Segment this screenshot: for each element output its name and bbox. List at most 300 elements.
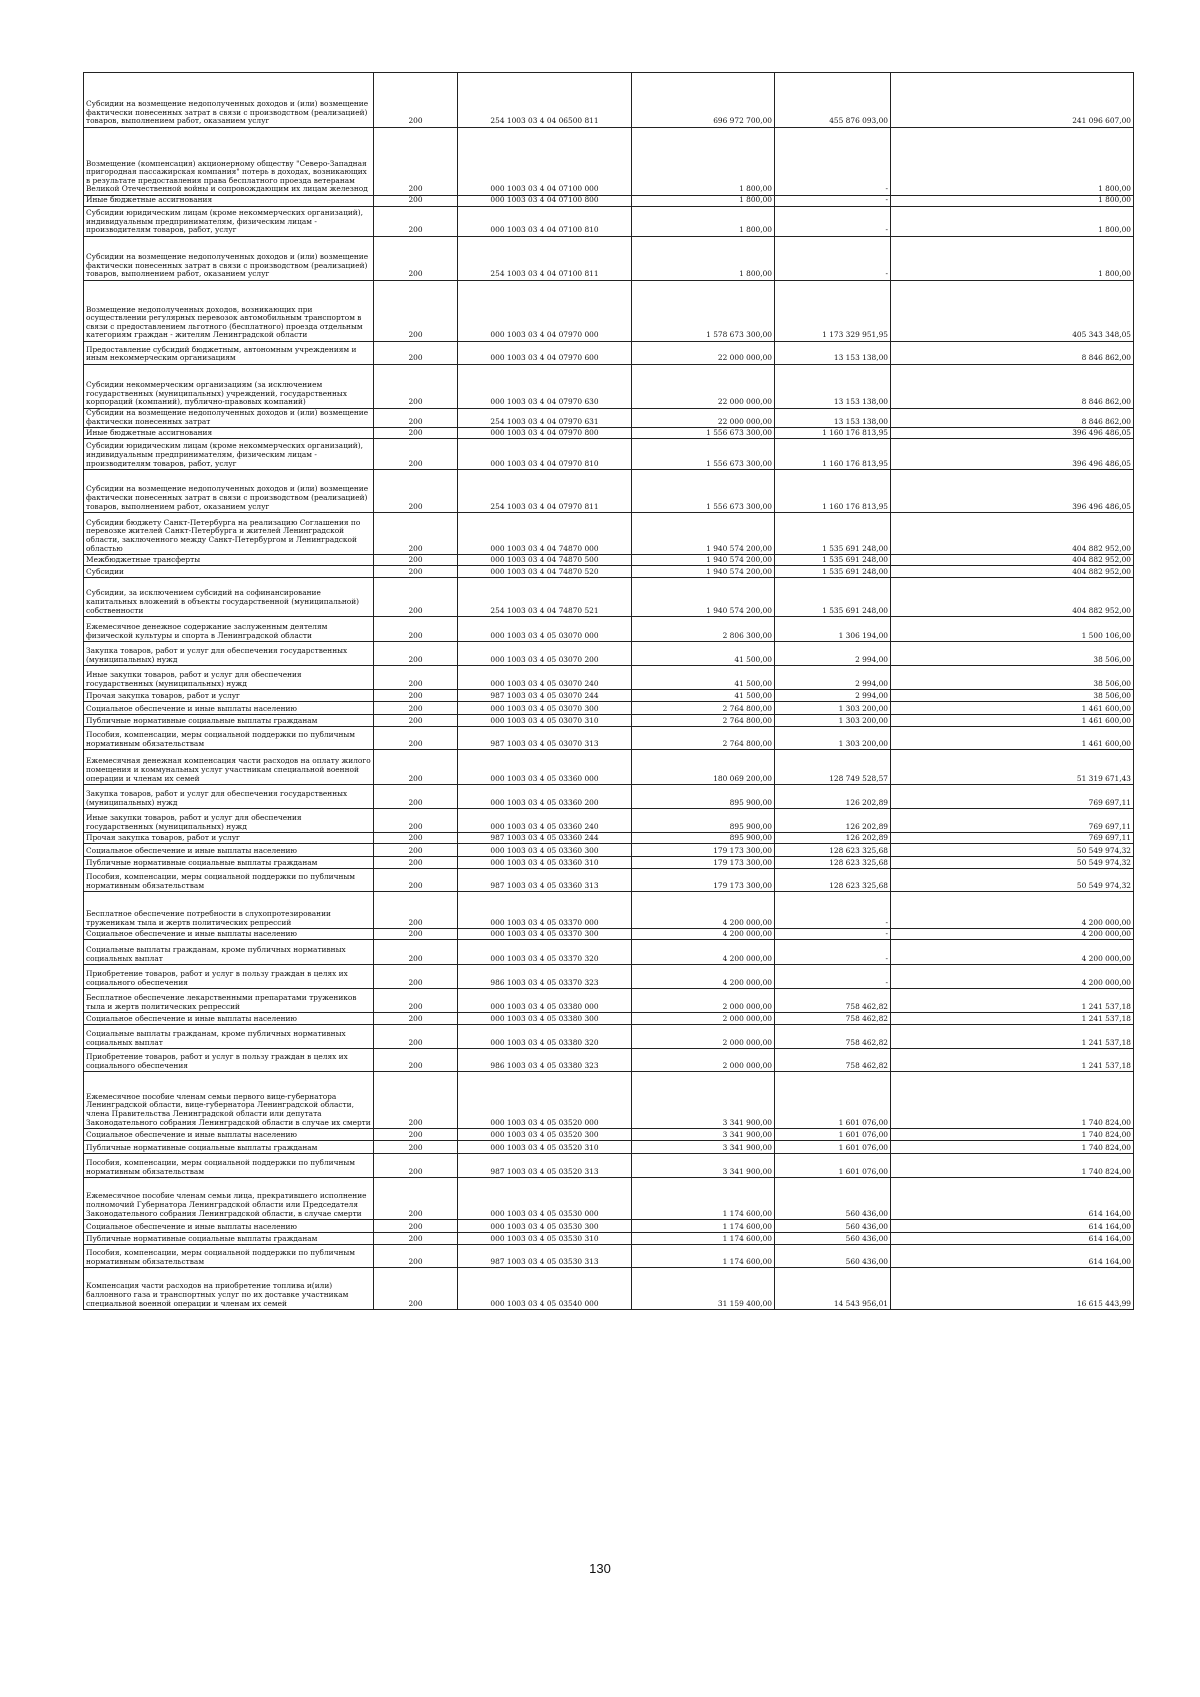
approved-amount-cell: 4 200 000,00 [632, 892, 775, 929]
budget-code-cell: 000 1003 03 4 05 03520 000 [458, 1072, 632, 1129]
table-row [84, 365, 1134, 409]
approved-amount-cell: 179 173 300,00 [632, 857, 775, 869]
item-name-cell: Пособия, компенсации, меры социальной поддержки по публичным нормативным обязательствам [84, 869, 374, 892]
item-name-cell: Субсидии на возмещение недополученных доходов и (или) возмещение фактически понесенных затрат [84, 409, 374, 428]
line-code-cell: 200 [374, 690, 458, 702]
item-name-cell: Социальное обеспечение и иные выплаты населению [84, 1220, 374, 1233]
line-code-cell: 200 [374, 513, 458, 555]
line-code-cell: 200 [374, 833, 458, 844]
unexecuted-amount-cell: 405 343 348,05 [891, 281, 1134, 342]
line-code-cell: 200 [374, 439, 458, 470]
item-name-cell: Бесплатное обеспечение потребности в слухопротезировании труженикам тыла и жертв политических репрессий [84, 892, 374, 929]
budget-code-cell: 000 1003 03 4 05 03540 000 [458, 1268, 632, 1310]
item-name-cell: Предоставление субсидий бюджетным, автономным учреждениям и иным некоммерческим организациям [84, 342, 374, 365]
approved-amount-cell: 1 800,00 [632, 196, 775, 207]
line-code-cell: 200 [374, 809, 458, 833]
budget-code-cell: 000 1003 03 4 04 74870 500 [458, 555, 632, 566]
budget-code-cell: 986 1003 03 4 05 03380 323 [458, 1049, 632, 1072]
line-code-cell: 200 [374, 715, 458, 727]
item-name-cell: Субсидии бюджету Санкт-Петербурга на реализацию Соглашения по перевозке жителей Санкт-Петербурга и жителей Ленинградской области, заключенного между Санкт-Петербургом и Ленинградской областью [84, 513, 374, 555]
budget-code-cell: 254 1003 03 4 04 06500 811 [458, 73, 632, 128]
unexecuted-amount-cell: 1 241 537,18 [891, 1013, 1134, 1025]
item-name-cell: Пособия, компенсации, меры социальной поддержки по публичным нормативным обязательствам [84, 1245, 374, 1268]
executed-amount-cell: 560 436,00 [775, 1245, 891, 1268]
unexecuted-amount-cell: 8 846 862,00 [891, 409, 1134, 428]
approved-amount-cell: 1 940 574 200,00 [632, 578, 775, 617]
unexecuted-amount-cell: 1 800,00 [891, 207, 1134, 237]
budget-code-cell: 000 1003 03 4 05 03360 000 [458, 750, 632, 785]
item-name-cell: Пособия, компенсации, меры социальной поддержки по публичным нормативным обязательствам [84, 727, 374, 750]
approved-amount-cell: 1 174 600,00 [632, 1178, 775, 1220]
table-row [84, 237, 1134, 281]
table-row [84, 869, 1134, 892]
executed-amount-cell: 14 543 956,01 [775, 1268, 891, 1310]
approved-amount-cell: 41 500,00 [632, 666, 775, 690]
approved-amount-cell: 4 200 000,00 [632, 965, 775, 989]
table-row [84, 128, 1134, 196]
approved-amount-cell: 1 800,00 [632, 207, 775, 237]
table-row [84, 750, 1134, 785]
approved-amount-cell: 1 556 673 300,00 [632, 439, 775, 470]
table-row [84, 702, 1134, 715]
approved-amount-cell: 696 972 700,00 [632, 73, 775, 128]
approved-amount-cell: 4 200 000,00 [632, 929, 775, 940]
approved-amount-cell: 22 000 000,00 [632, 365, 775, 409]
item-name-cell: Возмещение (компенсация) акционерному обществу "Северо-Западная пригородная пассажирская компания" потерь в доходах, возникающих в результате предоставления права бесплатного проезда ветеранам Великой Отечественной войны и сопровождающим их лицам железнод [84, 128, 374, 196]
table-row [84, 929, 1134, 940]
budget-code-cell: 000 1003 03 4 05 03370 000 [458, 892, 632, 929]
table-row [84, 73, 1134, 128]
unexecuted-amount-cell: 1 461 600,00 [891, 727, 1134, 750]
line-code-cell: 200 [374, 666, 458, 690]
unexecuted-amount-cell: 404 882 952,00 [891, 555, 1134, 566]
budget-code-cell: 000 1003 03 4 05 03520 310 [458, 1141, 632, 1154]
unexecuted-amount-cell: 4 200 000,00 [891, 965, 1134, 989]
item-name-cell: Субсидии на возмещение недополученных доходов и (или) возмещение фактически понесенных затрат в связи с производством (реализацией) товаров, выполнением работ, оказанием услуг [84, 73, 374, 128]
table-row [84, 690, 1134, 702]
approved-amount-cell: 1 174 600,00 [632, 1245, 775, 1268]
approved-amount-cell: 2 764 800,00 [632, 715, 775, 727]
budget-code-cell: 000 1003 03 4 04 74870 000 [458, 513, 632, 555]
approved-amount-cell: 1 800,00 [632, 237, 775, 281]
line-code-cell: 200 [374, 929, 458, 940]
table-row [84, 1220, 1134, 1233]
line-code-cell: 200 [374, 1233, 458, 1245]
table-row [84, 1049, 1134, 1072]
table-row [84, 785, 1134, 809]
executed-amount-cell: 758 462,82 [775, 1049, 891, 1072]
approved-amount-cell: 1 174 600,00 [632, 1233, 775, 1245]
budget-code-cell: 000 1003 03 4 04 07970 630 [458, 365, 632, 409]
approved-amount-cell: 41 500,00 [632, 642, 775, 666]
table-row [84, 989, 1134, 1013]
unexecuted-amount-cell: 404 882 952,00 [891, 513, 1134, 555]
item-name-cell: Публичные нормативные социальные выплаты гражданам [84, 1141, 374, 1154]
table-row [84, 555, 1134, 566]
unexecuted-amount-cell: 4 200 000,00 [891, 892, 1134, 929]
item-name-cell: Субсидии юридическим лицам (кроме некоммерческих организаций), индивидуальным предпринимателям, физическим лицам - производителям товаров, работ, услуг [84, 207, 374, 237]
line-code-cell: 200 [374, 1072, 458, 1129]
approved-amount-cell: 3 341 900,00 [632, 1072, 775, 1129]
budget-code-cell: 000 1003 03 4 05 03520 300 [458, 1129, 632, 1141]
budget-code-cell: 000 1003 03 4 05 03360 310 [458, 857, 632, 869]
budget-code-cell: 000 1003 03 4 05 03360 300 [458, 844, 632, 857]
table-row [84, 196, 1134, 207]
approved-amount-cell: 2 764 800,00 [632, 727, 775, 750]
unexecuted-amount-cell: 50 549 974,32 [891, 844, 1134, 857]
executed-amount-cell: 1 601 076,00 [775, 1072, 891, 1129]
budget-code-cell: 000 1003 03 4 05 03360 200 [458, 785, 632, 809]
item-name-cell: Приобретение товаров, работ и услуг в пользу граждан в целях их социального обеспечения [84, 1049, 374, 1072]
executed-amount-cell: 1 303 200,00 [775, 702, 891, 715]
budget-code-cell: 000 1003 03 4 05 03380 320 [458, 1025, 632, 1049]
budget-code-cell: 000 1003 03 4 04 07970 800 [458, 428, 632, 439]
line-code-cell: 200 [374, 617, 458, 642]
approved-amount-cell: 1 174 600,00 [632, 1220, 775, 1233]
item-name-cell: Приобретение товаров, работ и услуг в пользу граждан в целях их социального обеспечения [84, 965, 374, 989]
executed-amount-cell: 455 876 093,00 [775, 73, 891, 128]
executed-amount-cell: 13 153 138,00 [775, 365, 891, 409]
budget-code-cell: 986 1003 03 4 05 03370 323 [458, 965, 632, 989]
table-row [84, 715, 1134, 727]
item-name-cell: Ежемесячное пособие членам семьи лица, прекратившего исполнение полномочий Губернатора Ленинградской области или Председателя Законодательного собрания Ленинградской области, в случае смерти [84, 1178, 374, 1220]
executed-amount-cell: 13 153 138,00 [775, 409, 891, 428]
table-row [84, 1025, 1134, 1049]
table-row [84, 281, 1134, 342]
unexecuted-amount-cell: 241 096 607,00 [891, 73, 1134, 128]
table-row [84, 342, 1134, 365]
unexecuted-amount-cell: 1 740 824,00 [891, 1129, 1134, 1141]
line-code-cell: 200 [374, 940, 458, 965]
executed-amount-cell: 1 173 329 951,95 [775, 281, 891, 342]
unexecuted-amount-cell: 404 882 952,00 [891, 578, 1134, 617]
line-code-cell: 200 [374, 1154, 458, 1178]
executed-amount-cell: 128 749 528,57 [775, 750, 891, 785]
approved-amount-cell: 3 341 900,00 [632, 1141, 775, 1154]
executed-amount-cell: - [775, 940, 891, 965]
line-code-cell: 200 [374, 342, 458, 365]
item-name-cell: Бесплатное обеспечение лекарственными препаратами тружеников тыла и жертв политических репрессий [84, 989, 374, 1013]
item-name-cell: Закупка товаров, работ и услуг для обеспечения государственных (муниципальных) нужд [84, 642, 374, 666]
line-code-cell: 200 [374, 1141, 458, 1154]
budget-code-cell: 254 1003 03 4 04 07970 811 [458, 470, 632, 513]
executed-amount-cell: 126 202,89 [775, 833, 891, 844]
budget-code-cell: 000 1003 03 4 05 03360 240 [458, 809, 632, 833]
executed-amount-cell: - [775, 196, 891, 207]
table-row [84, 1154, 1134, 1178]
approved-amount-cell: 22 000 000,00 [632, 409, 775, 428]
executed-amount-cell: 1 601 076,00 [775, 1141, 891, 1154]
unexecuted-amount-cell: 50 549 974,32 [891, 869, 1134, 892]
budget-table [83, 72, 1134, 1310]
approved-amount-cell: 3 341 900,00 [632, 1154, 775, 1178]
table-row [84, 833, 1134, 844]
unexecuted-amount-cell: 1 461 600,00 [891, 702, 1134, 715]
table-row [84, 1268, 1134, 1310]
table-row [84, 207, 1134, 237]
unexecuted-amount-cell: 1 241 537,18 [891, 1025, 1134, 1049]
line-code-cell: 200 [374, 1049, 458, 1072]
table-row [84, 428, 1134, 439]
table-row [84, 965, 1134, 989]
unexecuted-amount-cell: 1 800,00 [891, 196, 1134, 207]
unexecuted-amount-cell: 16 615 443,99 [891, 1268, 1134, 1310]
line-code-cell: 200 [374, 409, 458, 428]
executed-amount-cell: 13 153 138,00 [775, 342, 891, 365]
table-row [84, 409, 1134, 428]
line-code-cell: 200 [374, 785, 458, 809]
budget-code-cell: 000 1003 03 4 05 03370 300 [458, 929, 632, 940]
line-code-cell: 200 [374, 965, 458, 989]
budget-code-cell: 000 1003 03 4 05 03070 200 [458, 642, 632, 666]
budget-code-cell: 000 1003 03 4 04 74870 520 [458, 566, 632, 578]
table-row [84, 1178, 1134, 1220]
item-name-cell: Публичные нормативные социальные выплаты гражданам [84, 715, 374, 727]
unexecuted-amount-cell: 1 241 537,18 [891, 989, 1134, 1013]
item-name-cell: Социальное обеспечение и иные выплаты населению [84, 844, 374, 857]
budget-code-cell: 254 1003 03 4 04 07970 631 [458, 409, 632, 428]
line-code-cell: 200 [374, 1268, 458, 1310]
unexecuted-amount-cell: 51 319 671,43 [891, 750, 1134, 785]
approved-amount-cell: 1 940 574 200,00 [632, 566, 775, 578]
item-name-cell: Социальное обеспечение и иные выплаты населению [84, 702, 374, 715]
item-name-cell: Субсидии [84, 566, 374, 578]
line-code-cell: 200 [374, 642, 458, 666]
item-name-cell: Субсидии некоммерческим организациям (за исключением государственных (муниципальных) учреждений, государственных корпораций (компаний), публично-правовых компаний) [84, 365, 374, 409]
budget-code-cell: 000 1003 03 4 05 03530 000 [458, 1178, 632, 1220]
executed-amount-cell: 1 535 691 248,00 [775, 513, 891, 555]
item-name-cell: Ежемесячное пособие членам семьи первого вице-губернатора Ленинградской области, вице-губернатора Ленинградской области, члена Правительства Ленинградской области или депутата Законодательного собрания Ленинградской области в случае их смерти [84, 1072, 374, 1129]
item-name-cell: Субсидии на возмещение недополученных доходов и (или) возмещение фактически понесенных затрат в связи с производством (реализацией) товаров, выполнением работ, оказанием услуг [84, 470, 374, 513]
line-code-cell: 200 [374, 1013, 458, 1025]
executed-amount-cell: 758 462,82 [775, 1013, 891, 1025]
executed-amount-cell: 1 303 200,00 [775, 715, 891, 727]
line-code-cell: 200 [374, 1178, 458, 1220]
executed-amount-cell: 1 535 691 248,00 [775, 578, 891, 617]
line-code-cell: 200 [374, 1245, 458, 1268]
line-code-cell: 200 [374, 281, 458, 342]
unexecuted-amount-cell: 614 164,00 [891, 1178, 1134, 1220]
table-row [84, 666, 1134, 690]
approved-amount-cell: 2 000 000,00 [632, 1025, 775, 1049]
approved-amount-cell: 22 000 000,00 [632, 342, 775, 365]
unexecuted-amount-cell: 396 496 486,05 [891, 470, 1134, 513]
table-row [84, 809, 1134, 833]
budget-code-cell: 000 1003 03 4 05 03530 310 [458, 1233, 632, 1245]
budget-code-cell: 000 1003 03 4 05 03070 310 [458, 715, 632, 727]
table-row [84, 857, 1134, 869]
item-name-cell: Публичные нормативные социальные выплаты гражданам [84, 857, 374, 869]
unexecuted-amount-cell: 1 740 824,00 [891, 1072, 1134, 1129]
unexecuted-amount-cell: 8 846 862,00 [891, 365, 1134, 409]
item-name-cell: Прочая закупка товаров, работ и услуг [84, 690, 374, 702]
approved-amount-cell: 179 173 300,00 [632, 844, 775, 857]
approved-amount-cell: 2 806 300,00 [632, 617, 775, 642]
executed-amount-cell: 126 202,89 [775, 809, 891, 833]
item-name-cell: Иные закупки товаров, работ и услуг для обеспечения государственных (муниципальных) нужд [84, 666, 374, 690]
table-row [84, 439, 1134, 470]
line-code-cell: 200 [374, 128, 458, 196]
table-row [84, 642, 1134, 666]
unexecuted-amount-cell: 769 697,11 [891, 833, 1134, 844]
unexecuted-amount-cell: 38 506,00 [891, 690, 1134, 702]
item-name-cell: Иные бюджетные ассигнования [84, 428, 374, 439]
budget-code-cell: 987 1003 03 4 05 03360 244 [458, 833, 632, 844]
line-code-cell: 200 [374, 989, 458, 1013]
budget-code-cell: 000 1003 03 4 05 03070 300 [458, 702, 632, 715]
executed-amount-cell: 1 535 691 248,00 [775, 566, 891, 578]
unexecuted-amount-cell: 4 200 000,00 [891, 929, 1134, 940]
line-code-cell: 200 [374, 365, 458, 409]
budget-code-cell: 000 1003 03 4 05 03380 300 [458, 1013, 632, 1025]
executed-amount-cell: 1 160 176 813,95 [775, 470, 891, 513]
unexecuted-amount-cell: 396 496 486,05 [891, 439, 1134, 470]
executed-amount-cell: 2 994,00 [775, 642, 891, 666]
table-row [84, 578, 1134, 617]
item-name-cell: Пособия, компенсации, меры социальной поддержки по публичным нормативным обязательствам [84, 1154, 374, 1178]
budget-code-cell: 000 1003 03 4 04 07100 800 [458, 196, 632, 207]
approved-amount-cell: 31 159 400,00 [632, 1268, 775, 1310]
executed-amount-cell: - [775, 929, 891, 940]
line-code-cell: 200 [374, 73, 458, 128]
line-code-cell: 200 [374, 869, 458, 892]
executed-amount-cell: - [775, 965, 891, 989]
budget-code-cell: 000 1003 03 4 04 07100 000 [458, 128, 632, 196]
unexecuted-amount-cell: 1 241 537,18 [891, 1049, 1134, 1072]
line-code-cell: 200 [374, 1220, 458, 1233]
table-row [84, 1129, 1134, 1141]
table-row [84, 1141, 1134, 1154]
item-name-cell: Субсидии, за исключением субсидий на софинансирование капитальных вложений в объекты государственной (муниципальной) собственности [84, 578, 374, 617]
line-code-cell: 200 [374, 237, 458, 281]
item-name-cell: Публичные нормативные социальные выплаты гражданам [84, 1233, 374, 1245]
executed-amount-cell: - [775, 207, 891, 237]
budget-code-cell: 000 1003 03 4 05 03070 000 [458, 617, 632, 642]
approved-amount-cell: 1 800,00 [632, 128, 775, 196]
approved-amount-cell: 2 000 000,00 [632, 1013, 775, 1025]
table-row [84, 727, 1134, 750]
executed-amount-cell: 1 306 194,00 [775, 617, 891, 642]
table-row [84, 617, 1134, 642]
budget-code-cell: 987 1003 03 4 05 03520 313 [458, 1154, 632, 1178]
unexecuted-amount-cell: 614 164,00 [891, 1245, 1134, 1268]
unexecuted-amount-cell: 396 496 486,05 [891, 428, 1134, 439]
line-code-cell: 200 [374, 1129, 458, 1141]
item-name-cell: Возмещение недополученных доходов, возникающих при осуществлении регулярных перевозок автомобильным транспортом в связи с предоставлением льготного (бесплатного) проезда отдельным категориям граждан - жителям Ленинградской области [84, 281, 374, 342]
unexecuted-amount-cell: 1 461 600,00 [891, 715, 1134, 727]
unexecuted-amount-cell: 38 506,00 [891, 642, 1134, 666]
line-code-cell: 200 [374, 566, 458, 578]
executed-amount-cell: 128 623 325,68 [775, 869, 891, 892]
table-row [84, 1013, 1134, 1025]
executed-amount-cell: 126 202,89 [775, 785, 891, 809]
table-row [84, 844, 1134, 857]
executed-amount-cell: 758 462,82 [775, 989, 891, 1013]
unexecuted-amount-cell: 1 500 106,00 [891, 617, 1134, 642]
item-name-cell: Социальные выплаты гражданам, кроме публичных нормативных социальных выплат [84, 1025, 374, 1049]
approved-amount-cell: 1 556 673 300,00 [632, 470, 775, 513]
executed-amount-cell: 560 436,00 [775, 1233, 891, 1245]
item-name-cell: Иные закупки товаров, работ и услуг для обеспечения государственных (муниципальных) нужд [84, 809, 374, 833]
line-code-cell: 200 [374, 555, 458, 566]
item-name-cell: Ежемесячная денежная компенсация части расходов на оплату жилого помещения и коммунальных услуг участникам специальной военной операции и членам их семей [84, 750, 374, 785]
budget-code-cell: 254 1003 03 4 04 07100 811 [458, 237, 632, 281]
executed-amount-cell: 758 462,82 [775, 1025, 891, 1049]
line-code-cell: 200 [374, 892, 458, 929]
line-code-cell: 200 [374, 727, 458, 750]
item-name-cell: Социальные выплаты гражданам, кроме публичных нормативных социальных выплат [84, 940, 374, 965]
approved-amount-cell: 3 341 900,00 [632, 1129, 775, 1141]
unexecuted-amount-cell: 1 800,00 [891, 237, 1134, 281]
budget-code-cell: 000 1003 03 4 05 03070 240 [458, 666, 632, 690]
item-name-cell: Межбюджетные трансферты [84, 555, 374, 566]
approved-amount-cell: 4 200 000,00 [632, 940, 775, 965]
unexecuted-amount-cell: 4 200 000,00 [891, 940, 1134, 965]
executed-amount-cell: 128 623 325,68 [775, 844, 891, 857]
table-row [84, 940, 1134, 965]
table-row [84, 470, 1134, 513]
item-name-cell: Компенсация части расходов на приобретение топлива и(или) баллонного газа и транспортных услуг по их доставке участникам специальной военной операции и членам их семей [84, 1268, 374, 1310]
approved-amount-cell: 895 900,00 [632, 785, 775, 809]
item-name-cell: Ежемесячное денежное содержание заслуженным деятелям физической культуры и спорта в Ленинградской области [84, 617, 374, 642]
line-code-cell: 200 [374, 750, 458, 785]
table-row [84, 892, 1134, 929]
budget-code-cell: 987 1003 03 4 05 03360 313 [458, 869, 632, 892]
budget-code-cell: 000 1003 03 4 04 07970 000 [458, 281, 632, 342]
approved-amount-cell: 1 578 673 300,00 [632, 281, 775, 342]
executed-amount-cell: 1 160 176 813,95 [775, 439, 891, 470]
approved-amount-cell: 2 764 800,00 [632, 702, 775, 715]
budget-code-cell: 000 1003 03 4 05 03530 300 [458, 1220, 632, 1233]
budget-code-cell: 000 1003 03 4 05 03380 000 [458, 989, 632, 1013]
executed-amount-cell: 128 623 325,68 [775, 857, 891, 869]
executed-amount-cell: 2 994,00 [775, 666, 891, 690]
budget-code-cell: 000 1003 03 4 04 07970 600 [458, 342, 632, 365]
budget-code-cell: 000 1003 03 4 04 07970 810 [458, 439, 632, 470]
executed-amount-cell: 560 436,00 [775, 1178, 891, 1220]
executed-amount-cell: - [775, 128, 891, 196]
executed-amount-cell: - [775, 237, 891, 281]
executed-amount-cell: 2 994,00 [775, 690, 891, 702]
budget-code-cell: 254 1003 03 4 04 74870 521 [458, 578, 632, 617]
table-row [84, 1245, 1134, 1268]
executed-amount-cell: 1 535 691 248,00 [775, 555, 891, 566]
approved-amount-cell: 41 500,00 [632, 690, 775, 702]
unexecuted-amount-cell: 404 882 952,00 [891, 566, 1134, 578]
table-row [84, 513, 1134, 555]
unexecuted-amount-cell: 1 740 824,00 [891, 1141, 1134, 1154]
approved-amount-cell: 180 069 200,00 [632, 750, 775, 785]
item-name-cell: Социальное обеспечение и иные выплаты населению [84, 1129, 374, 1141]
line-code-cell: 200 [374, 1025, 458, 1049]
line-code-cell: 200 [374, 844, 458, 857]
table-row [84, 566, 1134, 578]
line-code-cell: 200 [374, 196, 458, 207]
item-name-cell: Субсидии на возмещение недополученных доходов и (или) возмещение фактически понесенных затрат в связи с производством (реализацией) товаров, выполнением работ, оказанием услуг [84, 237, 374, 281]
approved-amount-cell: 1 940 574 200,00 [632, 555, 775, 566]
line-code-cell: 200 [374, 578, 458, 617]
budget-code-cell: 000 1003 03 4 05 03370 320 [458, 940, 632, 965]
approved-amount-cell: 895 900,00 [632, 833, 775, 844]
approved-amount-cell: 1 556 673 300,00 [632, 428, 775, 439]
item-name-cell: Субсидии юридическим лицам (кроме некоммерческих организаций), индивидуальным предпринимателям, физическим лицам - производителям товаров, работ, услуг [84, 439, 374, 470]
line-code-cell: 200 [374, 207, 458, 237]
approved-amount-cell: 895 900,00 [632, 809, 775, 833]
budget-code-cell: 987 1003 03 4 05 03530 313 [458, 1245, 632, 1268]
line-code-cell: 200 [374, 470, 458, 513]
item-name-cell: Прочая закупка товаров, работ и услуг [84, 833, 374, 844]
line-code-cell: 200 [374, 857, 458, 869]
